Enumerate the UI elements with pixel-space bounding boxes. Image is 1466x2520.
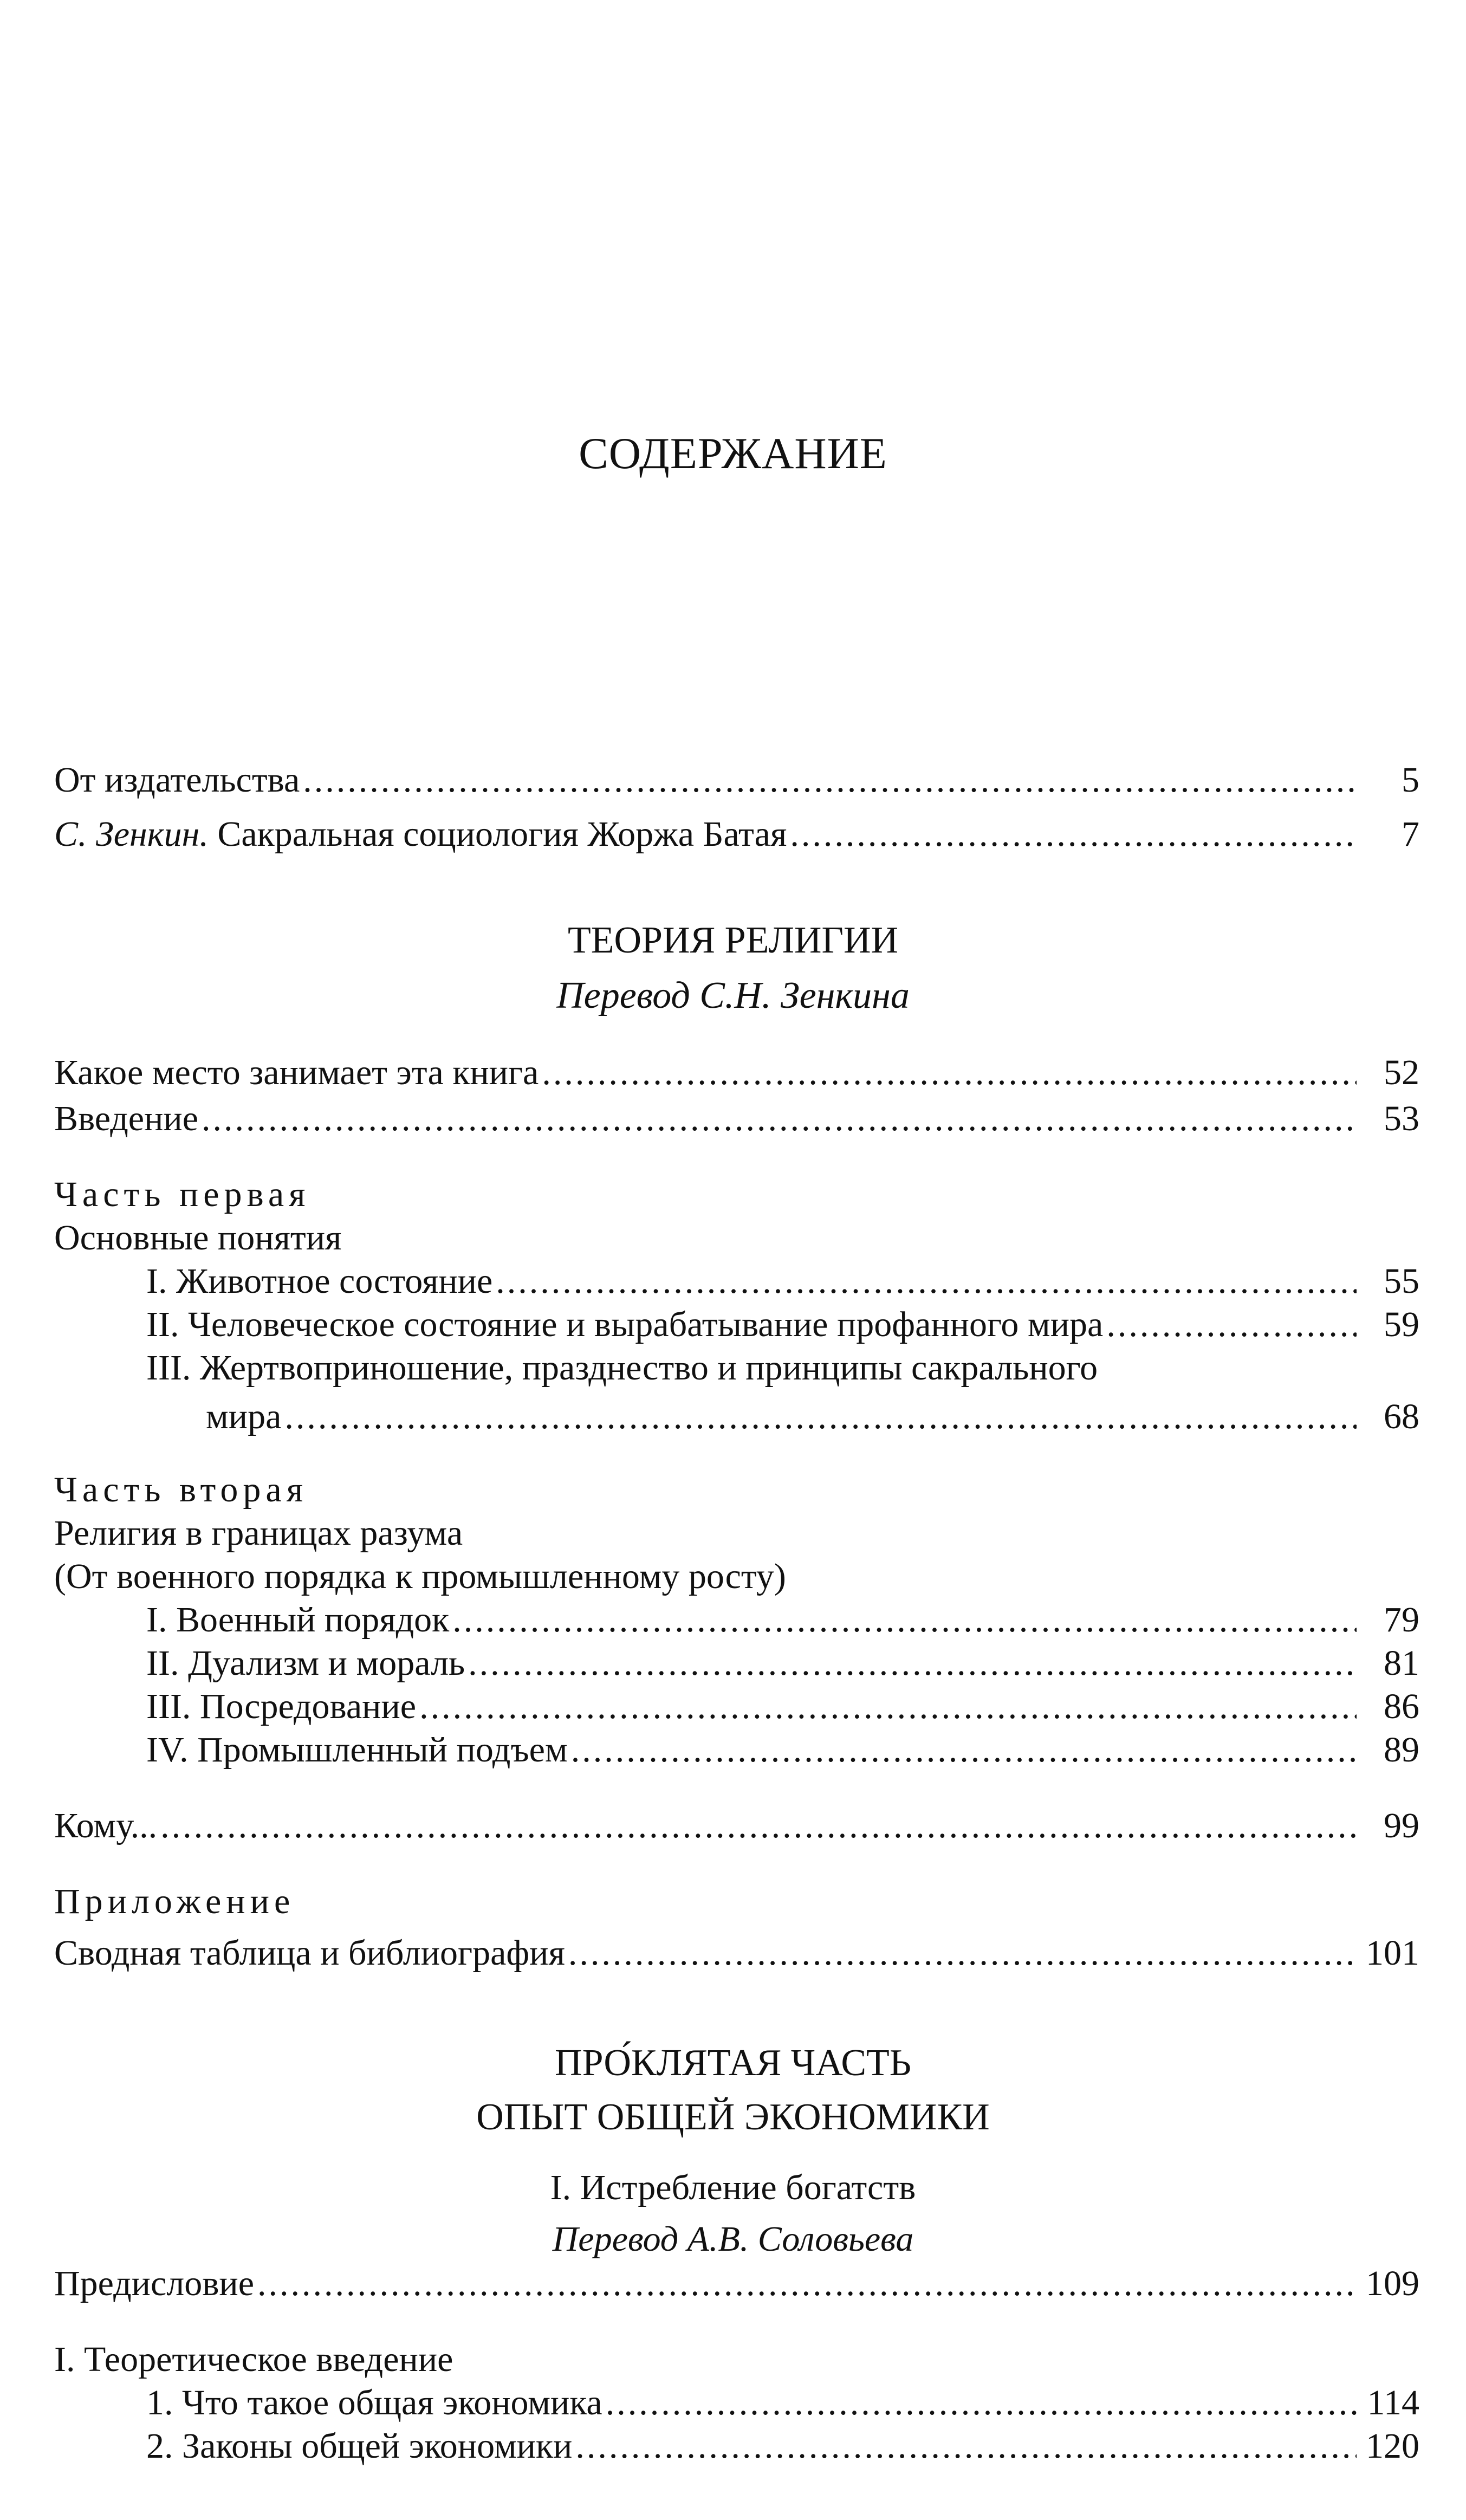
section-heading-theory: ТЕОРИЯ РЕЛИГИИ xyxy=(567,919,899,961)
page-title: СОДЕРЖАНИЕ xyxy=(579,429,887,478)
leader-dots xyxy=(284,1392,1357,1441)
toc-entry xyxy=(206,1392,1419,1441)
entry-page: 114 xyxy=(1367,2383,1419,2422)
toc-entry xyxy=(54,1048,1419,1097)
leader-dots xyxy=(606,2379,1357,2427)
entry-text: IV. Промышленный подъем xyxy=(146,1730,568,1770)
entry-page: 7 xyxy=(1402,814,1419,854)
entry-page: 68 xyxy=(1384,1397,1419,1436)
leader-dots xyxy=(1106,1300,1357,1349)
leader-dots xyxy=(542,1048,1357,1097)
leader-dots xyxy=(790,810,1357,859)
entry-page: 53 xyxy=(1384,1099,1419,1138)
leader-dots xyxy=(257,2259,1357,2308)
toc-entry xyxy=(54,1929,1419,1978)
toc-entry-publisher xyxy=(54,756,1419,805)
entry-text: Кому... xyxy=(54,1806,158,1845)
entry-page: 120 xyxy=(1366,2426,1419,2466)
entry-page: 109 xyxy=(1366,2264,1419,2303)
entry-text: Какое место занимает эта книга xyxy=(54,1053,539,1092)
section-subheading-accursed: ОПЫТ ОБЩЕЙ ЭКОНОМИКИ xyxy=(476,2096,990,2138)
entry-text: I. Военный порядок xyxy=(146,1600,450,1640)
entry-page: 89 xyxy=(1384,1730,1419,1770)
entry-page: 5 xyxy=(1402,760,1419,800)
toc-entry xyxy=(146,2422,1419,2471)
entry-page: 101 xyxy=(1366,1933,1419,1973)
toc-entry xyxy=(146,1639,1419,1688)
part-label: Часть первая xyxy=(54,1175,310,1214)
chapter-title: I. Теоретическое введение xyxy=(54,2340,453,2379)
entry-text: Предисловие xyxy=(54,2264,254,2303)
entry-text: III. Жертвоприношение, празднество и принципы сакрального xyxy=(146,1348,1098,1388)
entry-text: От издательства xyxy=(54,760,300,800)
part-title: Религия в границах разума xyxy=(54,1513,463,1553)
leader-dots xyxy=(419,1682,1357,1731)
entry-page: 79 xyxy=(1384,1600,1419,1640)
toc-entry xyxy=(146,1682,1419,1731)
leader-dots xyxy=(496,1257,1357,1306)
entry-page: 81 xyxy=(1384,1643,1419,1683)
entry-text: 1. Что такое общая экономика xyxy=(146,2383,602,2422)
appendix-label: Приложение xyxy=(54,1882,295,1921)
entry-text: III. Посредование xyxy=(146,1687,417,1726)
toc-entry xyxy=(146,1726,1419,1774)
part-label: Часть вторая xyxy=(54,1470,308,1510)
leader-dots xyxy=(160,1802,1357,1850)
entry-text: Введение xyxy=(54,1099,199,1138)
entry-text: II. Дуализм и мораль xyxy=(146,1643,465,1683)
leader-dots xyxy=(202,1094,1357,1143)
toc-entry xyxy=(146,2379,1419,2427)
entry-text: Сакральная социология Жоржа Батая xyxy=(208,814,787,854)
entry-text: I. Животное состояние xyxy=(146,1261,493,1301)
toc-entry xyxy=(54,1094,1419,1143)
entry-text: II. Человеческое состояние и вырабатывание профанного мира xyxy=(146,1305,1104,1344)
leader-dots xyxy=(452,1596,1357,1644)
toc-entry xyxy=(54,2259,1419,2308)
entry-text: 2. Законы общей экономики xyxy=(146,2426,573,2466)
translator-theory: Перевод С.Н. Зенкина xyxy=(556,975,910,1016)
leader-dots xyxy=(468,1639,1357,1688)
entry-page: 86 xyxy=(1384,1687,1419,1726)
entry-page: 52 xyxy=(1384,1053,1419,1092)
entry-author: С. Зенкин. xyxy=(54,814,209,854)
toc-entry xyxy=(146,1300,1419,1349)
entry-page: 99 xyxy=(1384,1806,1419,1845)
toc-entry xyxy=(146,1596,1419,1644)
part-subtitle: (От военного порядка к промышленному росту) xyxy=(54,1557,786,1596)
section-heading-accursed: ПРО́КЛЯТАЯ ЧАСТЬ xyxy=(555,2042,911,2084)
entry-text-cont: мира xyxy=(206,1397,282,1436)
toc-entry xyxy=(54,1802,1419,1850)
translator-accursed: Перевод А.В. Соловьева xyxy=(552,2219,914,2259)
section-part: I. Истребление богатств xyxy=(550,2168,916,2207)
leader-dots xyxy=(571,1726,1357,1774)
entry-page: 55 xyxy=(1384,1261,1419,1301)
leader-dots xyxy=(568,1929,1357,1978)
entry-text: Сводная таблица и библиография xyxy=(54,1933,565,1973)
toc-entry-zenkin xyxy=(54,810,1419,859)
entry-page: 59 xyxy=(1384,1305,1419,1344)
part-title: Основные понятия xyxy=(54,1218,342,1258)
leader-dots xyxy=(575,2422,1357,2471)
leader-dots xyxy=(303,756,1357,805)
toc-entry xyxy=(146,1257,1419,1306)
